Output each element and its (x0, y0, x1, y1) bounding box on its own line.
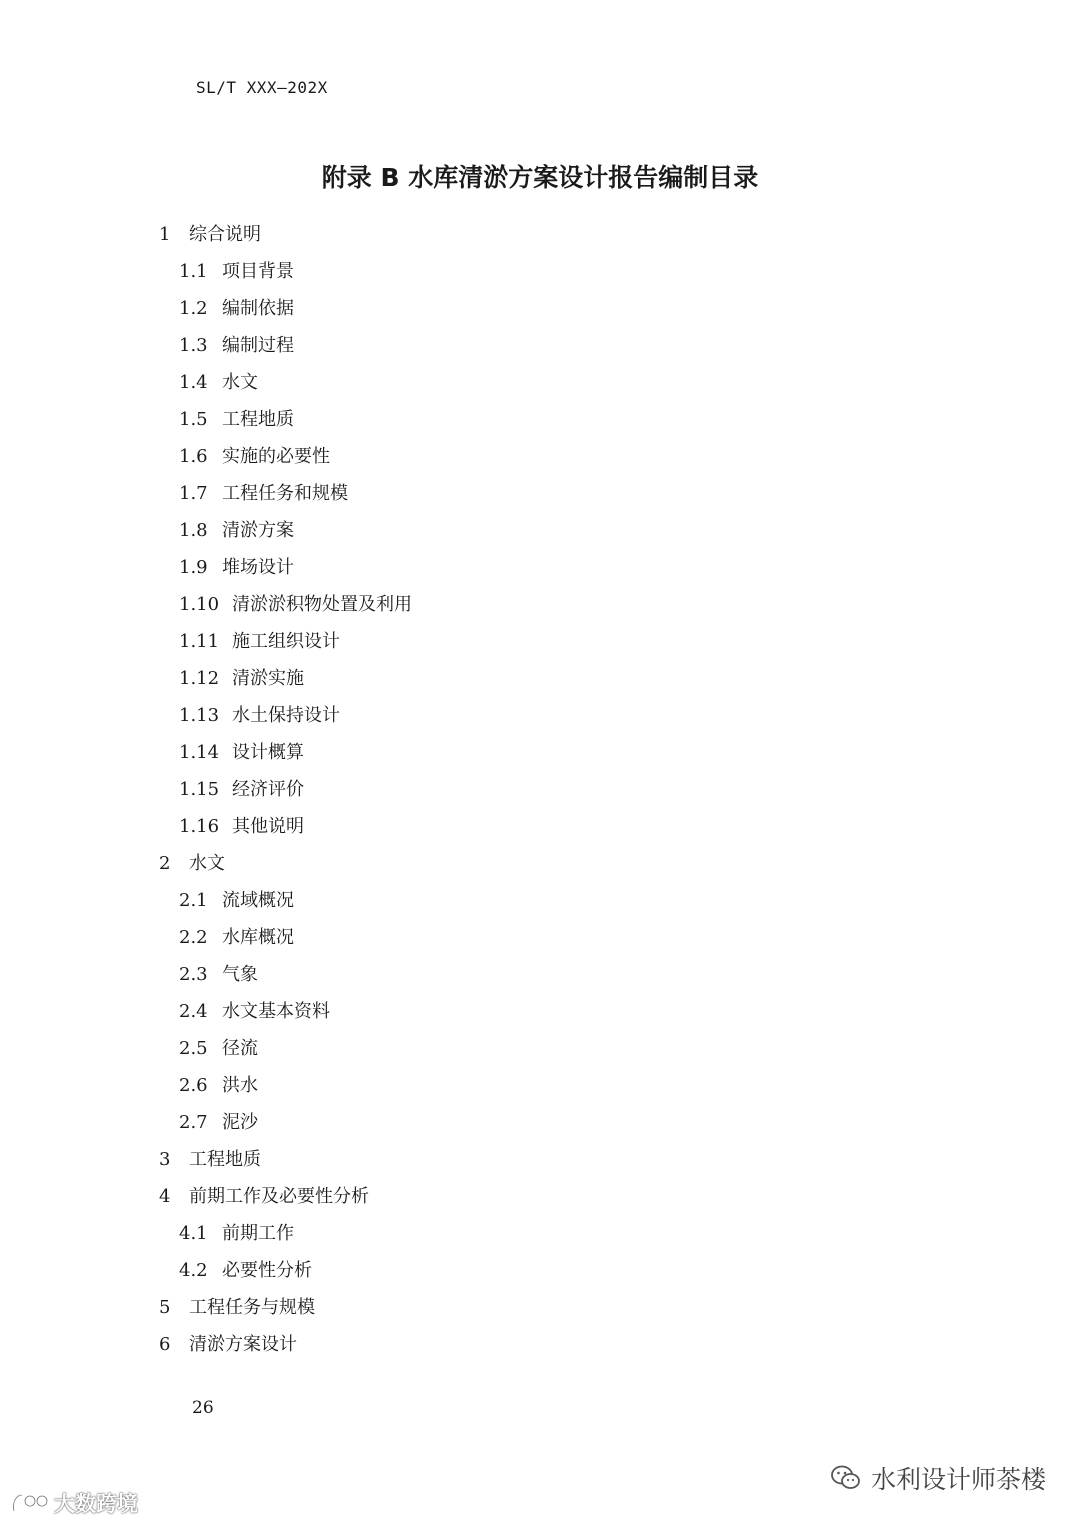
toc-entry (0, 993, 1080, 1030)
toc-entry-number: 1.9 (179, 557, 208, 578)
toc-entry-text: 其他说明 (232, 816, 304, 837)
toc-entry-text: 前期工作 (222, 1223, 294, 1244)
toc-entry-text: 编制过程 (222, 335, 294, 356)
toc-entry (0, 512, 1080, 549)
toc-entry (0, 364, 1080, 401)
watermark-right-text: 水利设计师茶楼 (870, 1465, 1046, 1494)
logo-icon (10, 1491, 50, 1515)
toc-entry-text: 综合说明 (189, 224, 261, 245)
toc-entry-text: 清淤淤积物处置及利用 (232, 594, 412, 615)
toc-entry (0, 1252, 1080, 1289)
toc-entry-number: 2.4 (179, 1001, 208, 1022)
toc-entry-number: 1.6 (179, 446, 208, 467)
toc-entry (0, 734, 1080, 771)
toc-entry (0, 1104, 1080, 1141)
toc-entry-number: 6 (159, 1334, 171, 1355)
toc-entry-number: 1.13 (179, 705, 220, 726)
toc-entry (0, 1326, 1080, 1363)
toc-entry-text: 工程地质 (222, 409, 294, 430)
toc-entry-text: 项目背景 (222, 261, 294, 282)
toc-entry-text: 水文基本资料 (222, 1001, 330, 1022)
toc-entry (0, 919, 1080, 956)
toc-entry-number: 2.6 (179, 1075, 208, 1096)
toc-entry (0, 549, 1080, 586)
toc-entry-number: 1.12 (179, 668, 220, 689)
toc-entry-text: 工程地质 (189, 1149, 261, 1170)
toc-entry (0, 882, 1080, 919)
toc-entry (0, 1141, 1080, 1178)
toc-entry-text: 水库概况 (222, 927, 294, 948)
toc-entry-number: 1.15 (179, 779, 220, 800)
toc-entry-text: 实施的必要性 (222, 446, 330, 467)
toc-entry-number: 5 (159, 1297, 171, 1318)
toc-entry-number: 2 (159, 853, 171, 874)
toc-entry (0, 1030, 1080, 1067)
toc-entry (0, 327, 1080, 364)
toc-entry (0, 956, 1080, 993)
watermark-brand (10, 1488, 138, 1518)
toc-entry (0, 1215, 1080, 1252)
toc-entry (0, 845, 1080, 882)
toc-entry-text: 清淤方案 (222, 520, 294, 541)
toc-entry (0, 586, 1080, 623)
toc-entry-number: 1.2 (179, 298, 208, 319)
toc-entry-text: 气象 (222, 964, 258, 985)
toc-entry-number: 1 (159, 224, 171, 245)
toc-entry-number: 1.5 (179, 409, 208, 430)
page-title (0, 158, 1080, 194)
toc-entry-text: 径流 (222, 1038, 258, 1059)
toc-entry-text: 经济评价 (232, 779, 304, 800)
toc-entry-text: 必要性分析 (222, 1260, 312, 1281)
toc-entry-number: 1.10 (179, 594, 220, 615)
toc-entry-text: 流域概况 (222, 890, 294, 911)
watermark-left-text: 大数跨境 (54, 1492, 138, 1516)
toc-entry-text: 水土保持设计 (232, 705, 340, 726)
toc-entry-text: 水文 (222, 372, 258, 393)
toc-entry-text: 设计概算 (232, 742, 304, 763)
toc-entry-number: 2.1 (179, 890, 208, 911)
toc-entry-number: 2.7 (179, 1112, 208, 1133)
toc-entry-number: 2.2 (179, 927, 208, 948)
toc-entry-text: 泥沙 (222, 1112, 258, 1133)
toc-entry-number: 3 (159, 1149, 171, 1170)
toc-entry (0, 1067, 1080, 1104)
toc-entry-number: 4.1 (179, 1223, 208, 1244)
toc-entry-text: 编制依据 (222, 298, 294, 319)
toc-entry (0, 216, 1080, 253)
toc-entry-text: 前期工作及必要性分析 (189, 1186, 369, 1207)
toc-entry-text: 清淤方案设计 (189, 1334, 297, 1355)
toc-entry-text: 工程任务与规模 (189, 1297, 315, 1318)
toc-entry (0, 401, 1080, 438)
toc-entry (0, 771, 1080, 808)
toc-entry (0, 290, 1080, 327)
toc-entry-text: 水文 (189, 853, 225, 874)
toc-entry-number: 1.1 (179, 261, 208, 282)
toc-entry (0, 660, 1080, 697)
toc-entry (0, 475, 1080, 512)
toc-entry-text: 洪水 (222, 1075, 258, 1096)
toc-entry (0, 253, 1080, 290)
toc-entry-number: 1.16 (179, 816, 220, 837)
toc-entry-text: 工程任务和规模 (222, 483, 348, 504)
toc-entry-number: 1.8 (179, 520, 208, 541)
toc-entry-text: 施工组织设计 (232, 631, 340, 652)
toc-entry-number: 1.11 (179, 631, 220, 652)
wechat-icon (831, 1465, 861, 1491)
page-number: 26 (192, 1398, 214, 1418)
toc-entry-number: 1.14 (179, 742, 220, 763)
toc-entry-number: 1.4 (179, 372, 208, 393)
toc-entry-number: 1.7 (179, 483, 208, 504)
toc-entry-text: 清淤实施 (232, 668, 304, 689)
toc-entry (0, 1289, 1080, 1326)
toc-entry (0, 623, 1080, 660)
table-of-contents (0, 216, 1080, 1363)
toc-entry-number: 4.2 (179, 1260, 208, 1281)
toc-entry-number: 2.5 (179, 1038, 208, 1059)
title-text: 附录 B 水库清淤方案设计报告编制目录 (321, 163, 759, 192)
toc-entry (0, 697, 1080, 734)
toc-entry (0, 808, 1080, 845)
toc-entry-number: 4 (159, 1186, 171, 1207)
toc-entry-number: 2.3 (179, 964, 208, 985)
watermark-wechat (831, 1460, 1046, 1496)
toc-entry-number: 1.3 (179, 335, 208, 356)
toc-entry-text: 堆场设计 (222, 557, 294, 578)
toc-entry (0, 1178, 1080, 1215)
standard-code: SL/T XXX—202X (196, 78, 328, 97)
toc-entry (0, 438, 1080, 475)
